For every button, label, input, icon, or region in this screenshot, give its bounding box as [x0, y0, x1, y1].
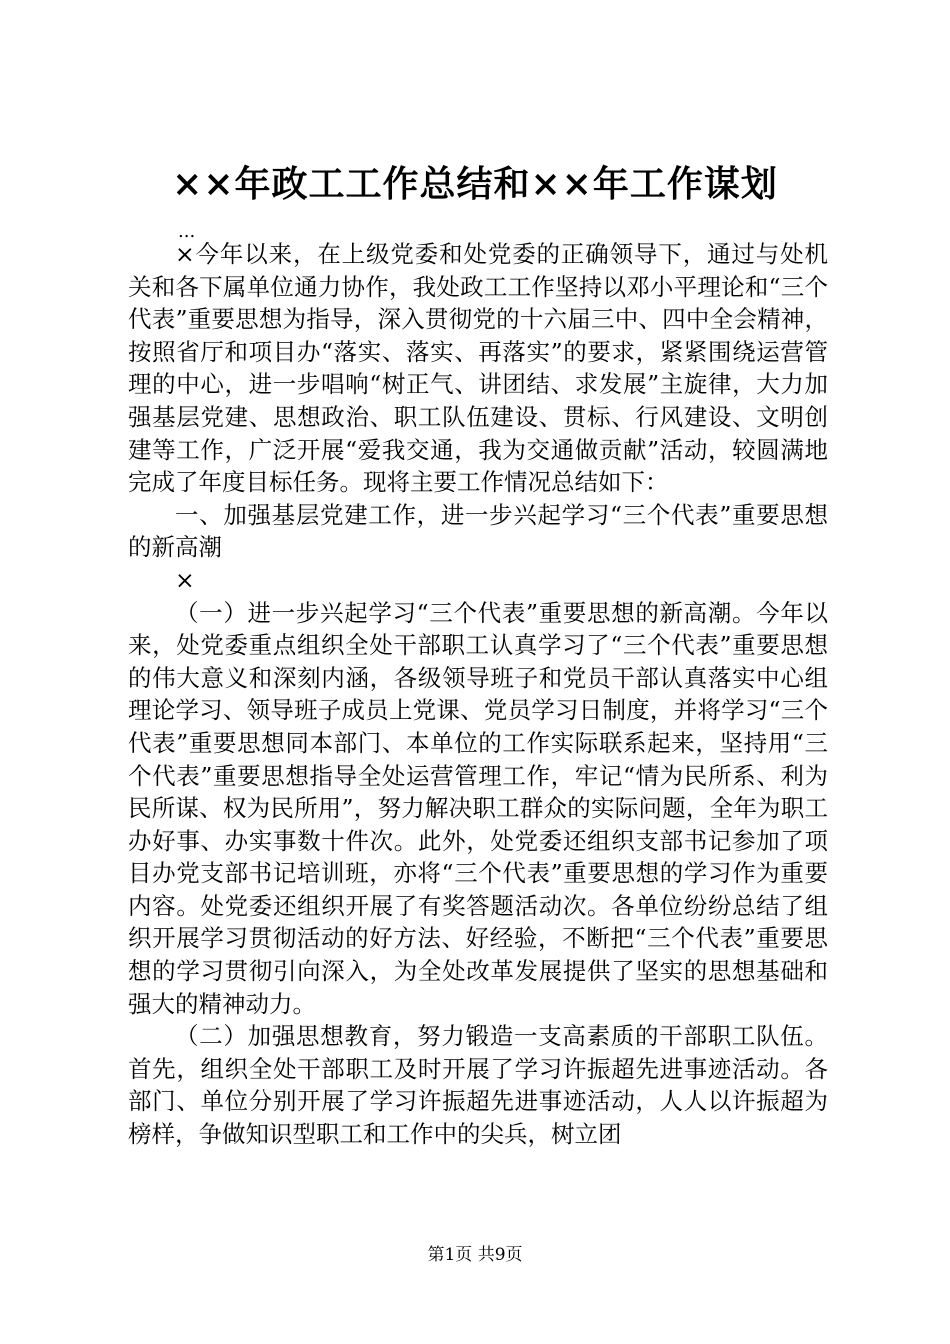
- paragraph-subsection-1: （一）进一步兴起学习“三个代表”重要思想的新高潮。今年以来，处党委重点组织全处干部职工认真学习了“三个代表”重要思想的伟大意义和深刻内涵，各级领导班子和党员干部认真落实中心组理论学习、领导班子成员上党课、党员学习日制度，并将学习“三个代表”重要思想同本部门、本单位的工作实际联系起来，坚持用“三个代表”重要思想指导全处运营管理工作，牢记“情为民所系、利为民所谋、权为民所用”，努力解决职工群众的实际问题，全年为职工办好事、办实事数十件次。此外，处党委还组织支部书记参加了项目办党支部书记培训班，亦将“三个代表”重要思想的学习作为重要内容。处党委还组织开展了有奖答题活动次。各单位纷纷总结了组织开展学习贯彻活动的好方法、好经验，不断把“三个代表”重要思想的学习贯彻引向深入，为全处改革发展提供了坚实的思想基础和强大的精神动力。: [128, 598, 828, 1018]
- paragraph-intro: ×今年以来，在上级党委和处党委的正确领导下，通过与处机关和各下属单位通力协作，我处政工工作坚持以邓小平理论和“三个代表”重要思想为指导，深入贯彻党的十六届三中、四中全会精神，按照省厅和项目办“落实、落实、再落实”的要求，紧紧围绕运营管理的中心，进一步唱响“树正气、讲团结、求发展”主旋律，大力加强基层党建、思想政治、职工队伍建设、贯标、行风建设、文明创建等工作，广泛开展“爱我交通，我为交通做贡献”活动，较圆满地完成了年度目标任务。现将主要工作情况总结如下：: [128, 240, 828, 497]
- paragraph-placeholder-mark: ×: [175, 565, 195, 594]
- paragraph-section-heading: 一、加强基层党建工作，进一步兴起学习“三个代表”重要思想的新高潮: [128, 500, 828, 562]
- ellipsis-mark: ...: [178, 221, 196, 242]
- document-title: ××年政工工作总结和××年工作谋划: [172, 163, 778, 205]
- document-body: [128, 238, 828, 1151]
- page-footer: 第1页 共9页: [427, 1245, 523, 1265]
- paragraph-subsection-2: （二）加强思想教育，努力锻造一支高素质的干部职工队伍。首先，组织全处干部职工及时开展了学习许振超先进事迹活动。各部门、单位分别开展了学习许振超先进事迹活动，人人以许振超为榜样，争做知识型职工和工作中的尖兵，树立团: [128, 1022, 828, 1149]
